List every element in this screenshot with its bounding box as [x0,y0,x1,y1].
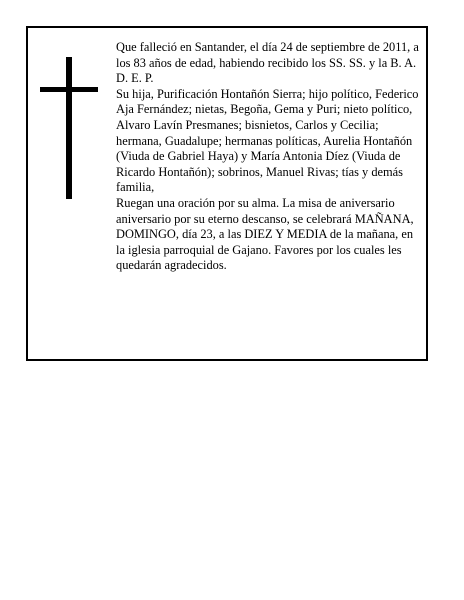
obituary-notice [26,26,428,361]
death-announcement: Que falleció en Santander, el día 24 de septiembre de 2011, a los 83 años de edad, habiendo recibido los SS. SS. y la B. A. [116,40,419,70]
rip-line: D. E. P. [116,71,154,86]
notice-text-block [116,40,422,274]
family-list: Su hija, Purificación Hontañón Sierra; hijo político, Federico Aja Fernández; nietas, Begoña, Gema y Puri; nieto político, Alvaro Lavín Presmanes; bisnietos, Carlos y Cecilia; hermana, Guadalupe; hermanas políticas, Aurelia Hontañón (Viuda de Gabriel Haya) y María Antonia Díez (Viuda de Ricardo Hontañón); sobrinos, Manuel Rivas; tías y demás familia, [116,86,419,195]
cross-horizontal-bar [40,87,98,92]
cross-vertical-bar [66,57,72,199]
cross-icon [40,57,98,199]
mass-announcement: Ruegan una oración por su alma. La misa de aniversario aniversario por su eterno descanso, se celebrará MAÑANA, DOMINGO, día 23, a las DIEZ Y MEDIA de la mañana, en la iglesia parroquial de Gajano. Favores por los cuales les quedarán agradecidos. [116,195,414,273]
